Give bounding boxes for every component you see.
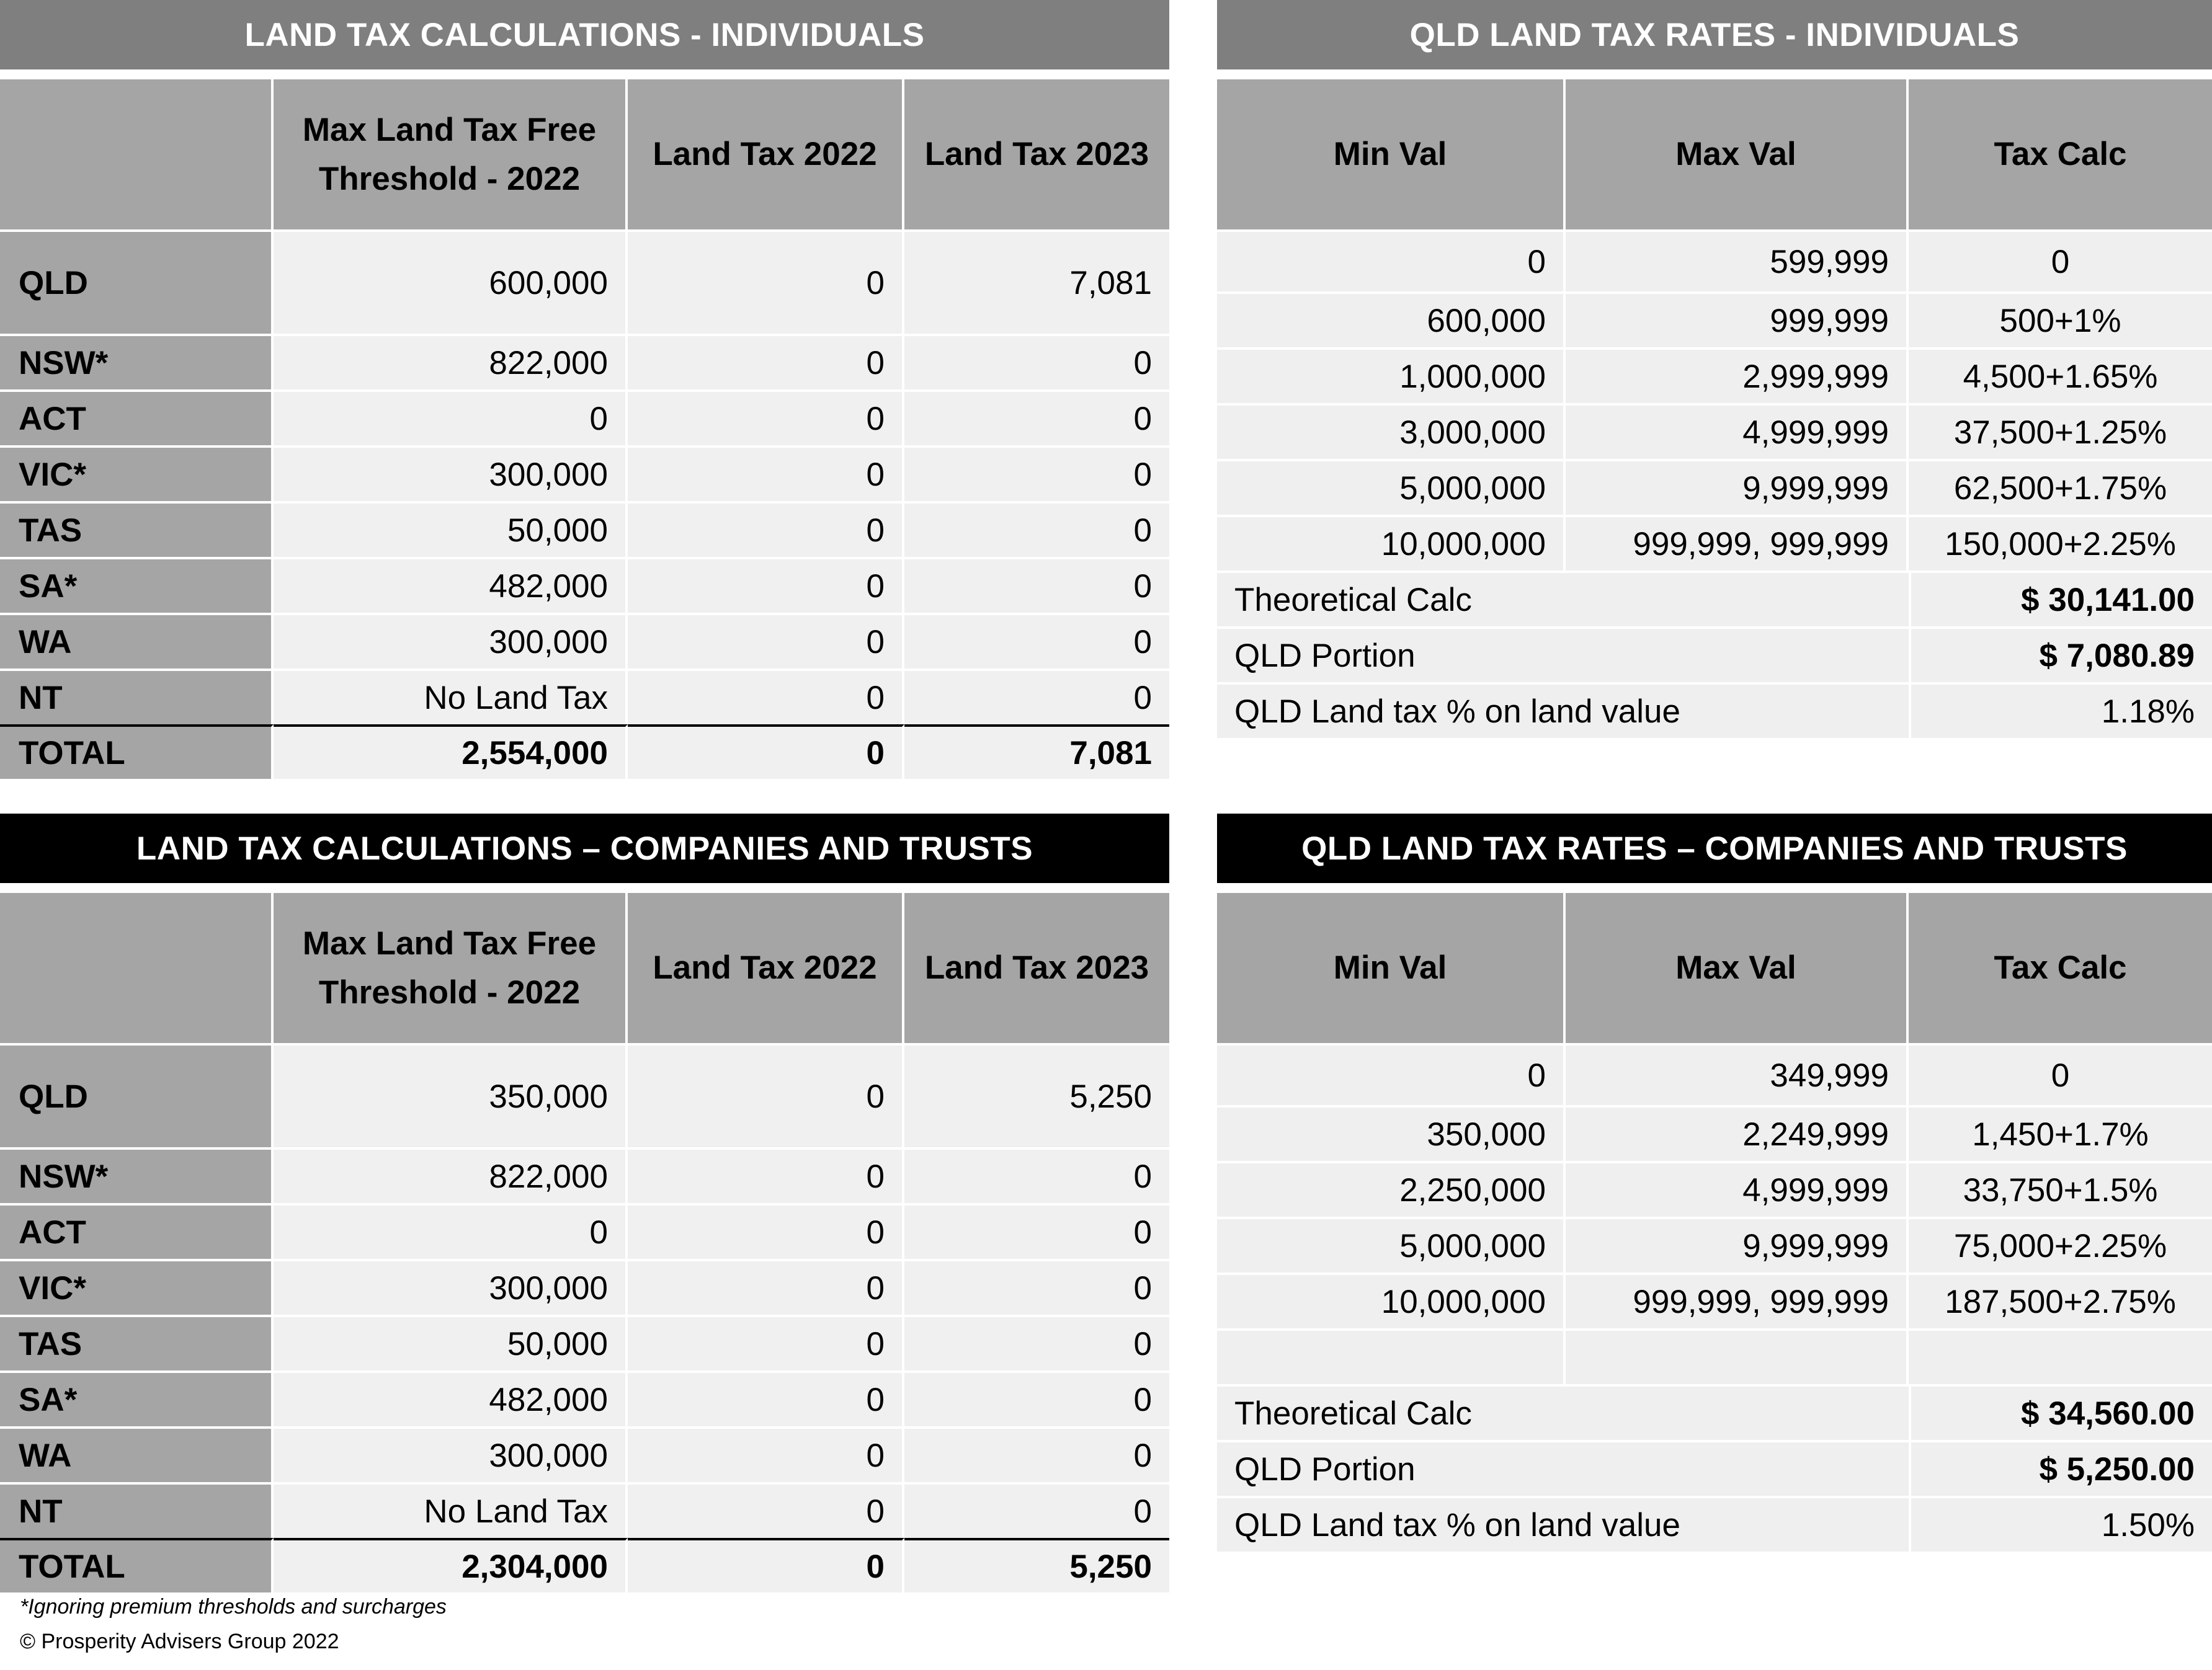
individuals-calc-panel xyxy=(0,0,1169,778)
individuals-rates-panel xyxy=(1217,0,2212,744)
min-value: 600,000 xyxy=(1217,291,1566,347)
state-label: TAS xyxy=(0,501,274,557)
summary-row xyxy=(1217,571,2212,626)
min-value: 5,000,000 xyxy=(1217,1217,1566,1272)
footnote-note: *Ignoring premium thresholds and surcharges xyxy=(20,1595,447,1619)
empty-cell xyxy=(1909,1328,2212,1384)
col-header-max: Max Val xyxy=(1566,79,1909,229)
calc-value: 187,500+2.75% xyxy=(1909,1272,2212,1328)
companies-rates-panel xyxy=(1217,814,2212,1558)
min-value: 1,000,000 xyxy=(1217,347,1566,403)
state-label: SA* xyxy=(0,557,274,613)
threshold-value: 50,000 xyxy=(274,1315,628,1370)
state-label: VIC* xyxy=(0,445,274,501)
calc-value: 150,000+2.25% xyxy=(1909,515,2212,571)
calc-value: 4,500+1.65% xyxy=(1909,347,2212,403)
tax-2022-value: 0 xyxy=(628,229,904,334)
tax-2022-value: 0 xyxy=(628,1203,904,1259)
min-value: 3,000,000 xyxy=(1217,403,1566,459)
table-row xyxy=(0,1370,1169,1426)
tax-2023-value: 0 xyxy=(904,501,1169,557)
threshold-value: 0 xyxy=(274,1203,628,1259)
state-label: WA xyxy=(0,1426,274,1482)
tax-2022-value: 0 xyxy=(628,1043,904,1147)
table-row xyxy=(1217,1161,2212,1217)
tax-2023-value: 0 xyxy=(904,445,1169,501)
min-value: 2,250,000 xyxy=(1217,1161,1566,1217)
min-value: 5,000,000 xyxy=(1217,459,1566,515)
max-value: 999,999, 999,999 xyxy=(1566,515,1909,571)
individuals-rates-title: QLD LAND TAX RATES - INDIVIDUALS xyxy=(1217,0,2212,69)
max-value: 999,999, 999,999 xyxy=(1566,1272,1909,1328)
tax-2023-value: 0 xyxy=(904,1259,1169,1315)
threshold-value: 822,000 xyxy=(274,1147,628,1203)
max-value: 4,999,999 xyxy=(1566,403,1909,459)
table-row xyxy=(1217,1272,2212,1328)
tax-2022-value: 0 xyxy=(628,1315,904,1370)
summary-row xyxy=(1217,682,2212,738)
tax-2023-value: 5,250 xyxy=(904,1043,1169,1147)
state-label: ACT xyxy=(0,389,274,445)
total-tax-2022: 0 xyxy=(628,1538,904,1592)
summary-value: 1.18% xyxy=(1909,682,2212,738)
summary-label: QLD Land tax % on land value xyxy=(1217,1496,1909,1552)
threshold-value: 50,000 xyxy=(274,501,628,557)
total-tax-2023: 5,250 xyxy=(904,1538,1169,1592)
table-row xyxy=(1217,403,2212,459)
calc-value: 33,750+1.5% xyxy=(1909,1161,2212,1217)
companies-calc-panel xyxy=(0,814,1169,1592)
calc-value: 75,000+2.25% xyxy=(1909,1217,2212,1272)
summary-value: $ 7,080.89 xyxy=(1909,626,2212,682)
total-label: TOTAL xyxy=(0,724,274,779)
companies-calc-title: LAND TAX CALCULATIONS – COMPANIES AND TRUSTS xyxy=(0,814,1169,883)
total-threshold: 2,304,000 xyxy=(274,1538,628,1592)
total-row xyxy=(0,724,1169,779)
table-row xyxy=(0,501,1169,557)
threshold-value: 600,000 xyxy=(274,229,628,334)
col-header-min: Min Val xyxy=(1217,893,1566,1043)
summary-row xyxy=(1217,1496,2212,1552)
tax-2023-value: 0 xyxy=(904,613,1169,668)
tax-2023-value: 0 xyxy=(904,668,1169,724)
col-header-threshold: Max Land Tax Free Threshold - 2022 xyxy=(274,893,628,1043)
empty-row xyxy=(1217,1328,2212,1384)
tax-2023-value: 0 xyxy=(904,1203,1169,1259)
summary-label: QLD Land tax % on land value xyxy=(1217,682,1909,738)
table-row xyxy=(0,229,1169,334)
col-header-state xyxy=(0,893,274,1043)
state-label: NSW* xyxy=(0,334,274,389)
table-row xyxy=(1217,347,2212,403)
table-row xyxy=(0,1203,1169,1259)
calc-value: 0 xyxy=(1909,1043,2212,1105)
tax-2022-value: 0 xyxy=(628,334,904,389)
summary-value: $ 30,141.00 xyxy=(1909,571,2212,626)
table-row xyxy=(0,1482,1169,1538)
calc-value: 1,450+1.7% xyxy=(1909,1105,2212,1161)
state-label: NT xyxy=(0,1482,274,1538)
tax-2022-value: 0 xyxy=(628,1482,904,1538)
threshold-value: 300,000 xyxy=(274,1259,628,1315)
threshold-value: 350,000 xyxy=(274,1043,628,1147)
calc-value: 500+1% xyxy=(1909,291,2212,347)
summary-label: Theoretical Calc xyxy=(1217,1384,1909,1440)
summary-row xyxy=(1217,1384,2212,1440)
companies-rates-table xyxy=(1217,893,2212,1552)
max-value: 9,999,999 xyxy=(1566,1217,1909,1272)
max-value: 4,999,999 xyxy=(1566,1161,1909,1217)
companies-rates-title: QLD LAND TAX RATES – COMPANIES AND TRUSTS xyxy=(1217,814,2212,883)
table-row xyxy=(0,1315,1169,1370)
tax-2023-value: 0 xyxy=(904,1147,1169,1203)
summary-row xyxy=(1217,626,2212,682)
table-row xyxy=(0,557,1169,613)
empty-cell xyxy=(1217,1328,1566,1384)
total-tax-2023: 7,081 xyxy=(904,724,1169,779)
max-value: 2,999,999 xyxy=(1566,347,1909,403)
max-value: 349,999 xyxy=(1566,1043,1909,1105)
tax-2023-value: 0 xyxy=(904,1370,1169,1426)
col-header-calc: Tax Calc xyxy=(1909,79,2212,229)
tax-2022-value: 0 xyxy=(628,557,904,613)
state-label: SA* xyxy=(0,1370,274,1426)
threshold-value: No Land Tax xyxy=(274,668,628,724)
state-label: NSW* xyxy=(0,1147,274,1203)
table-row xyxy=(0,668,1169,724)
summary-label: QLD Portion xyxy=(1217,1440,1909,1496)
threshold-value: 482,000 xyxy=(274,557,628,613)
col-header-calc: Tax Calc xyxy=(1909,893,2212,1043)
empty-cell xyxy=(1566,1328,1909,1384)
individuals-calc-table xyxy=(0,79,1169,779)
tax-2022-value: 0 xyxy=(628,1147,904,1203)
table-row xyxy=(1217,291,2212,347)
state-label: QLD xyxy=(0,229,274,334)
min-value: 10,000,000 xyxy=(1217,1272,1566,1328)
tax-2023-value: 0 xyxy=(904,557,1169,613)
threshold-value: 822,000 xyxy=(274,334,628,389)
tax-2023-value: 7,081 xyxy=(904,229,1169,334)
table-row xyxy=(1217,1105,2212,1161)
table-row xyxy=(0,613,1169,668)
col-header-min: Min Val xyxy=(1217,79,1566,229)
col-header-tax-2022: Land Tax 2022 xyxy=(628,79,904,229)
tax-2022-value: 0 xyxy=(628,1259,904,1315)
tax-2022-value: 0 xyxy=(628,389,904,445)
min-value: 350,000 xyxy=(1217,1105,1566,1161)
tax-2023-value: 0 xyxy=(904,1482,1169,1538)
state-label: NT xyxy=(0,668,274,724)
table-row xyxy=(0,334,1169,389)
max-value: 599,999 xyxy=(1566,229,1909,291)
state-label: WA xyxy=(0,613,274,668)
calc-value: 0 xyxy=(1909,229,2212,291)
table-row xyxy=(1217,459,2212,515)
summary-value: $ 5,250.00 xyxy=(1909,1440,2212,1496)
companies-calc-table xyxy=(0,893,1169,1592)
max-value: 2,249,999 xyxy=(1566,1105,1909,1161)
table-row xyxy=(0,389,1169,445)
table-row xyxy=(0,445,1169,501)
col-header-tax-2022: Land Tax 2022 xyxy=(628,893,904,1043)
individuals-rates-table xyxy=(1217,79,2212,738)
state-label: ACT xyxy=(0,1203,274,1259)
table-row xyxy=(1217,515,2212,571)
summary-label: Theoretical Calc xyxy=(1217,571,1909,626)
col-header-tax-2023: Land Tax 2023 xyxy=(904,893,1169,1043)
tax-2022-value: 0 xyxy=(628,613,904,668)
col-header-state xyxy=(0,79,274,229)
col-header-threshold: Max Land Tax Free Threshold - 2022 xyxy=(274,79,628,229)
summary-value: 1.50% xyxy=(1909,1496,2212,1552)
table-row xyxy=(0,1147,1169,1203)
table-row xyxy=(0,1043,1169,1147)
table-row xyxy=(1217,229,2212,291)
min-value: 0 xyxy=(1217,229,1566,291)
tax-2022-value: 0 xyxy=(628,501,904,557)
state-label: VIC* xyxy=(0,1259,274,1315)
total-row xyxy=(0,1538,1169,1592)
tax-2022-value: 0 xyxy=(628,1426,904,1482)
table-row xyxy=(0,1259,1169,1315)
threshold-value: No Land Tax xyxy=(274,1482,628,1538)
max-value: 999,999 xyxy=(1566,291,1909,347)
table-row xyxy=(1217,1217,2212,1272)
threshold-value: 300,000 xyxy=(274,1426,628,1482)
state-label: TAS xyxy=(0,1315,274,1370)
total-tax-2022: 0 xyxy=(628,724,904,779)
tax-2022-value: 0 xyxy=(628,668,904,724)
calc-value: 62,500+1.75% xyxy=(1909,459,2212,515)
col-header-tax-2023: Land Tax 2023 xyxy=(904,79,1169,229)
table-row xyxy=(0,1426,1169,1482)
threshold-value: 482,000 xyxy=(274,1370,628,1426)
tax-2023-value: 0 xyxy=(904,1315,1169,1370)
table-row xyxy=(1217,1043,2212,1105)
tax-2023-value: 0 xyxy=(904,334,1169,389)
col-header-max: Max Val xyxy=(1566,893,1909,1043)
min-value: 0 xyxy=(1217,1043,1566,1105)
individuals-calc-title: LAND TAX CALCULATIONS - INDIVIDUALS xyxy=(0,0,1169,69)
total-threshold: 2,554,000 xyxy=(274,724,628,779)
summary-label: QLD Portion xyxy=(1217,626,1909,682)
max-value: 9,999,999 xyxy=(1566,459,1909,515)
total-label: TOTAL xyxy=(0,1538,274,1592)
state-label: QLD xyxy=(0,1043,274,1147)
tax-2022-value: 0 xyxy=(628,1370,904,1426)
tax-2023-value: 0 xyxy=(904,389,1169,445)
summary-row xyxy=(1217,1440,2212,1496)
threshold-value: 0 xyxy=(274,389,628,445)
threshold-value: 300,000 xyxy=(274,613,628,668)
min-value: 10,000,000 xyxy=(1217,515,1566,571)
tax-2022-value: 0 xyxy=(628,445,904,501)
threshold-value: 300,000 xyxy=(274,445,628,501)
tax-2023-value: 0 xyxy=(904,1426,1169,1482)
footnote-copyright: © Prosperity Advisers Group 2022 xyxy=(20,1630,339,1653)
summary-value: $ 34,560.00 xyxy=(1909,1384,2212,1440)
calc-value: 37,500+1.25% xyxy=(1909,403,2212,459)
